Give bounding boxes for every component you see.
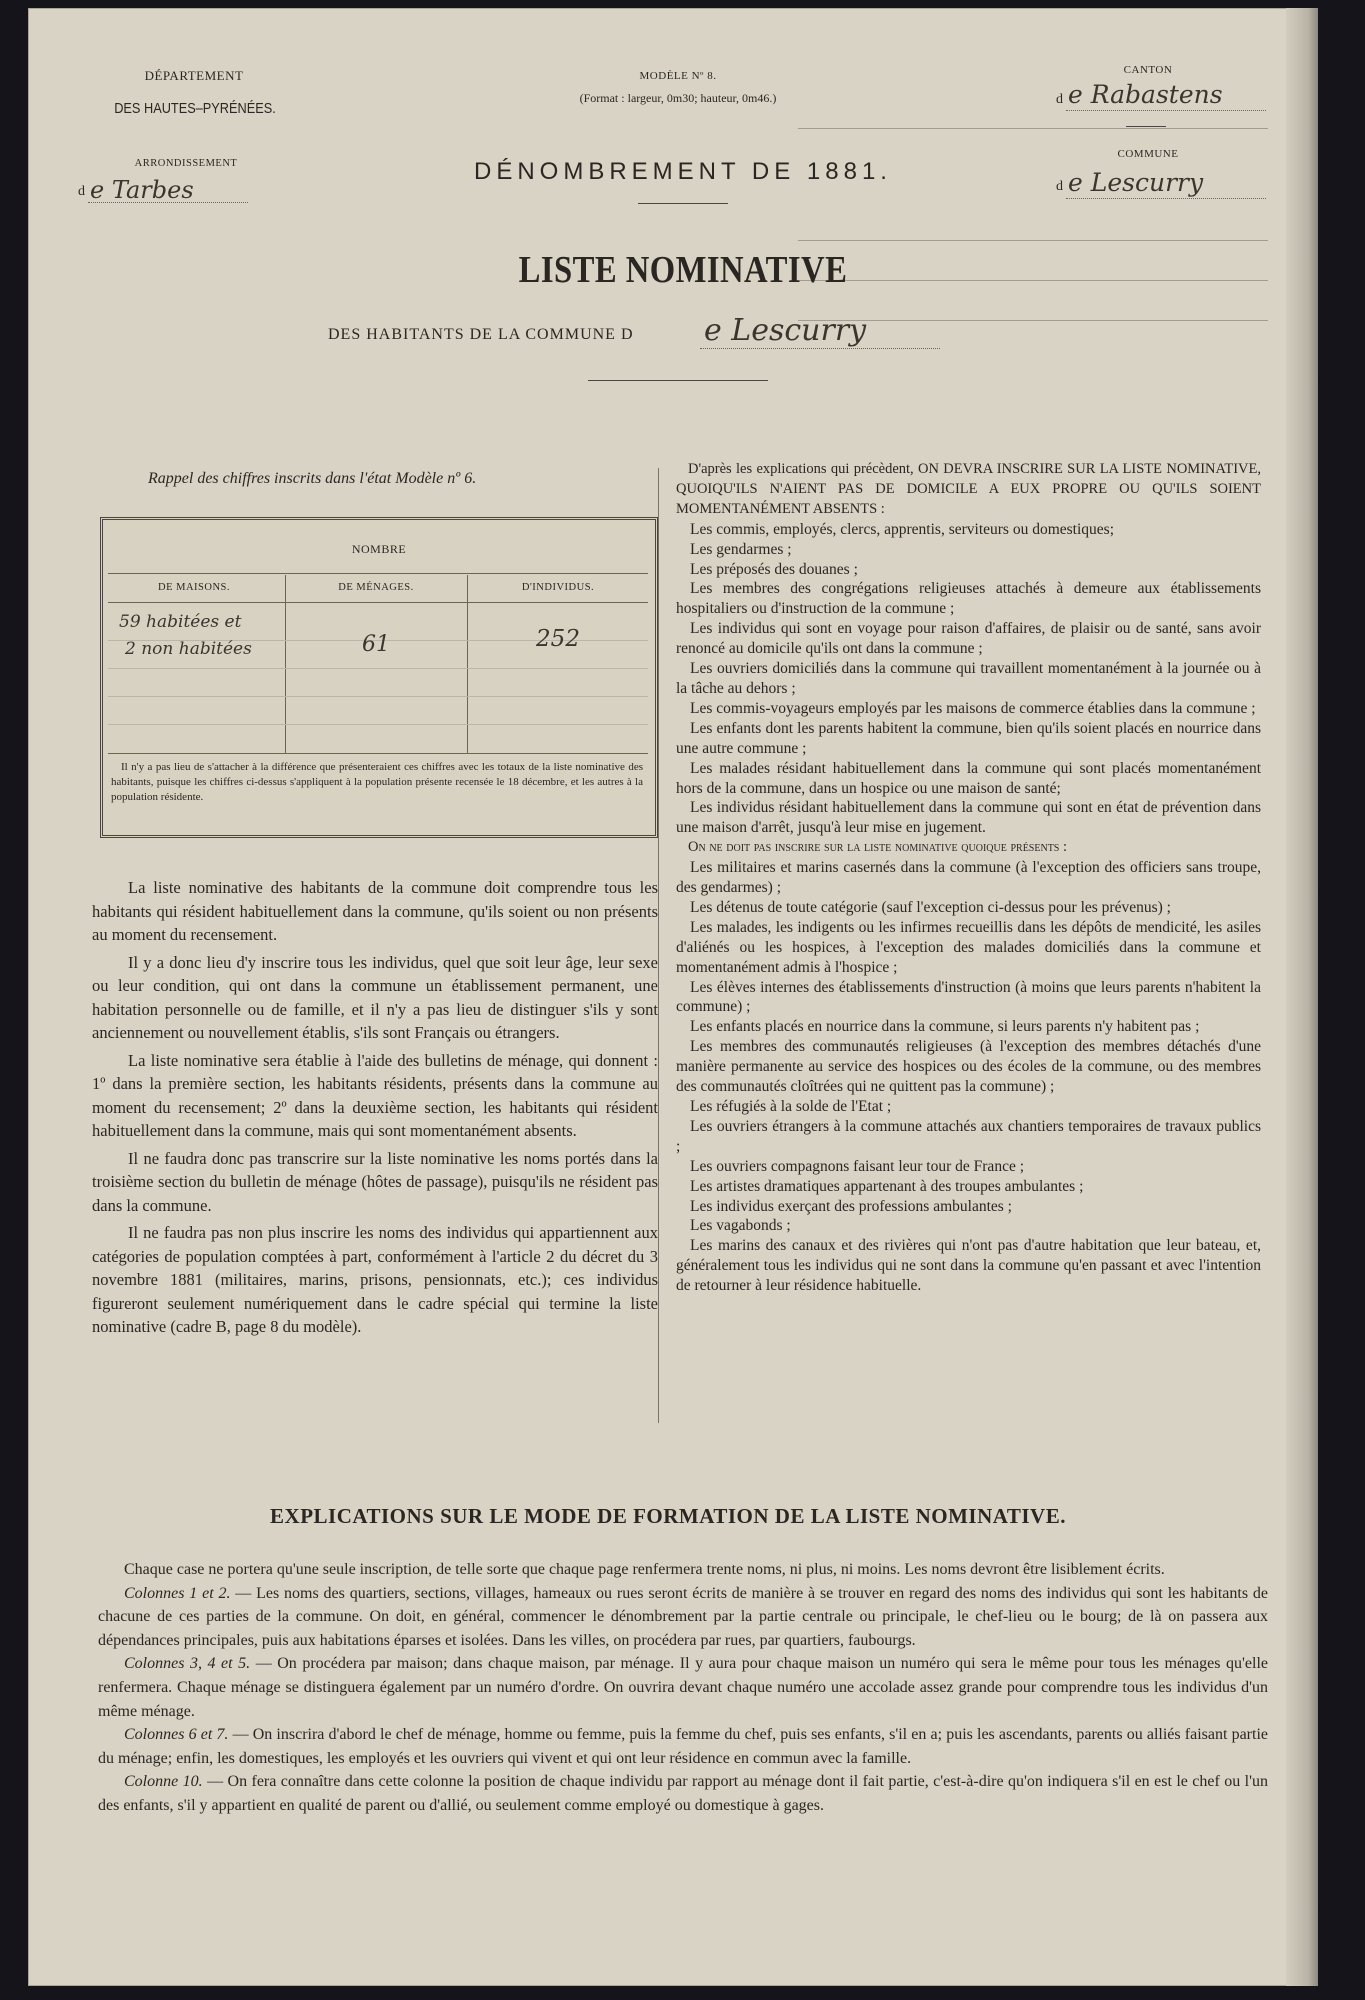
right-list-item: Les élèves internes des établissements d'instruction (à moins que leurs parents n'habitent la commune) ; — [676, 978, 1261, 1016]
document-page — [28, 8, 1318, 1986]
colonne-10-text: — On fera connaître dans cette colonne la position de chaque individu par rapport au ménage dont il fait partie, c'est-à-dire qu'on indiquera s'il en est le chef ou l'un des enfants, s'il y appartient en qualité de parent ou d'allié, ou seulement comme employé ou domestique à gages. — [98, 1773, 1269, 1814]
format-note: (Format : largeur, 0m30; hauteur, 0m46.) — [579, 91, 777, 105]
menages-value: 61 — [362, 632, 390, 657]
document-title: DÉNOMBREMENT DE 1881. — [474, 158, 892, 185]
left-paragraph: Il ne faudra pas non plus inscrire les noms des individus qui appartiennent aux catégories de population comptées à part, conformément à l'article 2 du décret du 3 novembre 1881 (militaires, marins, prisons, pensionnats, etc.); ces individus figureront seulement numériquement dans le cadre spécial qui termine la liste nominative (cadre B, page 8 du modèle). — [92, 1223, 658, 1336]
main-title: LISTE NOMINATIVE — [518, 249, 848, 291]
right-list-item: Les malades, les indigents ou les infirmes recueillis dans les dépôts de mendicité, les asiles d'aliénés ou les hospices, à l'exception des malades domiciliés dans la commune et momentanément admis à l'hospice ; — [676, 918, 1261, 976]
colonnes-6-7-text: — On inscrira d'abord le chef de ménage, homme ou femme, puis la femme du chef, puis ses enfants, s'il en a; puis les ascendants, parents ou alliés faisant partie du ménage; enfin, les domestiques, les employés et les ouvriers qui vivent et qui ont leur résidence en commun avec la famille. — [98, 1726, 1268, 1767]
rappel-note: Il n'y a pas lieu de s'attacher à la différence que présenteraient ces chiffres avec les totaux de la liste nominative des habitants, puisque les chiffres ci-dessus s'appliquent à la population présente recensée le 18 décembre, et les autres à la population résidente. — [111, 761, 643, 803]
colonnes-1-2-text: — Les noms des quartiers, sections, villages, hameaux ou rues seront écrits de manière à se trouver en regard des noms des individus qui sont les habitants de chacune de ces parties de la commune. On doit, en général, commencer le dénombrement par la partie centrale ou principale, le chef-lieu ou le bourg; de là on passera aux dépendances principales, puis aux habitations éparses et isolées. Dans les villes, on procédera par rues, par quartiers, faubourgs. — [98, 1584, 1268, 1649]
explications-paragraph — [98, 1652, 1268, 1723]
right-list-item: Les marins des canaux et des rivières qui n'ont pas d'autre habitation que leur bateau, et, généralement tous les individus qui ne sont dans la commune qu'en passant et avec l'intention de retourner à leur résidence habituelle. — [676, 1237, 1261, 1295]
col-maisons-header: DE MAISONS. — [157, 582, 230, 593]
canton-underline — [1066, 110, 1266, 111]
right-list-item: Les ouvriers domiciliés dans la commune qui travaillent momentanément à la journée ou à la tâche au dehors ; — [676, 660, 1261, 697]
departement-value: DES HAUTES–PYRÉNÉES. — [114, 100, 276, 117]
right-list-item: Les membres des communautés religieuses (à l'exception des membres détachés d'une manière permanente au service des hospices ou des écoles de la commune, ou des membres des communautés cloîtrées qui ne quittent pas la commune) ; — [676, 1038, 1261, 1096]
right-list-item: Les ouvriers compagnons faisant leur tour de France ; — [690, 1157, 1025, 1175]
maisons-line2: 2 non habitées — [125, 639, 252, 659]
arrondissement-underline — [88, 202, 248, 203]
page-edge — [1286, 8, 1318, 1986]
subtitle-prefix: DES HABITANTS DE LA COMMUNE D — [328, 326, 634, 343]
right-list-item: Les commis-voyageurs employés par les maisons de commerce établies dans la commune ; — [690, 699, 1256, 717]
right-list-item: Les enfants placés en nourrice dans la commune, si leurs parents n'y habitent pas ; — [690, 1018, 1200, 1036]
commune-underline — [1066, 198, 1266, 199]
canton-value: e Rabastens — [1068, 80, 1223, 109]
arrondissement-prefix: d — [78, 184, 85, 199]
explications-paragraph: Chaque case ne portera qu'une seule inscription, de telle sorte que chaque page renfermera trente noms, ni plus, ni moins. Les noms devront être lisiblement écrits. — [124, 1561, 1165, 1578]
left-instructions — [92, 876, 658, 1339]
left-paragraph: La liste nominative sera établie à l'aide des bulletins de ménage, qui donnent : 1º dans la première section, les habitants résidents, présents dans la commune au moment du recensement; 2º dans la deuxième section, les habitants qui résident habituellement dans la commune, mais qui sont momentanément absents. — [92, 1050, 658, 1140]
col-individus-header: D'INDIVIDUS. — [521, 582, 595, 593]
title-ornament — [638, 203, 728, 204]
right-list-item: Les réfugiés à la solde de l'Etat ; — [690, 1098, 892, 1115]
right-list-item: Les commis, employés, clercs, apprentis, serviteurs ou domestiques; — [690, 520, 1115, 538]
right-list-item: Les détenus de toute catégorie (sauf l'exception ci-dessus pour les prévenus) ; — [690, 898, 1171, 916]
colonnes-6-7-label: Colonnes 6 et 7. — [124, 1726, 229, 1744]
left-paragraph: Il ne faudra donc pas transcrire sur la liste nominative les noms portés dans la troisième section du bulletin de ménage (hôtes de passage), puisqu'ils ne résident pas dans la commune. — [92, 1148, 658, 1215]
rappel-table — [100, 517, 658, 838]
col-menages-header: DE MÉNAGES. — [338, 582, 414, 593]
explications-title: EXPLICATIONS SUR LE MODE DE FORMATION DE LA LISTE NOMINATIVE. — [270, 1504, 1066, 1528]
explications-body — [98, 1558, 1268, 1818]
right-list-item: Les vagabonds ; — [690, 1217, 791, 1235]
explications-paragraph — [98, 1582, 1268, 1653]
right-list-item: Les militaires et marins casernés dans la commune (à l'exception des officiers sans troupe, des gendarmes) ; — [676, 859, 1261, 897]
canton-prefix: d — [1056, 92, 1063, 107]
colonne-10-label: Colonne 10. — [124, 1773, 203, 1791]
left-paragraph: Il y a donc lieu d'y inscrire tous les individus, quel que soit leur âge, leur sexe ou leur condition, qui ont dans la commune un établissement permanent, une habitation personnelle ou de famille, et il n'y a pas lieu de distinguer s'ils y sont anciennement ou nouvellement établis, s'ils sont Français ou étrangers. — [92, 952, 658, 1042]
maisons-line1: 59 habitées et — [119, 612, 242, 632]
arrondissement-value: e Tarbes — [90, 176, 194, 204]
title-rule — [588, 380, 768, 381]
colonnes-3-4-5-label: Colonnes 3, 4 et 5. — [124, 1655, 251, 1673]
commune-value: e Lescurry — [1068, 168, 1204, 197]
right-list-item: Les malades résidant habituellement dans la commune qui sont placés momentanément hors de la commune, dans un hospice ou une maison de santé; — [676, 759, 1261, 797]
commune-label: COMMUNE — [1117, 148, 1179, 160]
right-list-item: Les préposés des douanes ; — [690, 560, 858, 578]
subtitle-commune-value: e Lescurry — [704, 313, 867, 348]
right-list-item: Les artistes dramatiques appartenant à des troupes ambulantes ; — [690, 1177, 1084, 1195]
individus-value: 252 — [536, 626, 580, 652]
commune-prefix: d — [1056, 179, 1063, 194]
right-instructions — [676, 460, 1261, 1296]
right-intro: D'après les explications qui précèdent, ON DEVRA INSCRIRE SUR LA LISTE NOMINATIVE, QUOIQU'ILS N'AIENT PAS DE DOMICILE A EUX PROPRE OU QU'ILS SOIENT MOMENTANÉMENT ABSENTS : — [676, 461, 1261, 517]
colonnes-3-4-5-text: — On procédera par maison; dans chaque maison, par ménage. Il y aura pour chaque maison un numéro qui sera le même pour tous les ménages qu'elle renfermera. Chaque ménage se distinguera également par un numéro d'ordre. On ouvrira devant chaque numéro une accolade assez grande pour comprendre tous les individus d'un même ménage. — [98, 1655, 1269, 1720]
right-intro-2: On ne doit pas inscrire sur la liste nominative quoique présents : — [688, 839, 1068, 856]
rappel-caption: Rappel des chiffres inscrits dans l'état Modèle nº 6. — [148, 470, 477, 487]
right-list-item: Les individus résidant habituellement dans la commune qui sont en état de prévention dans une maison d'arrêt, jusqu'à leur mise en jugement. — [676, 799, 1261, 837]
right-list-item: Les gendarmes ; — [690, 540, 792, 558]
column-divider — [658, 468, 659, 1423]
explications-paragraph — [98, 1723, 1268, 1770]
right-list-item: Les individus qui sont en voyage pour raison d'affaires, de plaisir ou de santé, sans avoir renoncé au domicile qu'ils ont dans la commune ; — [676, 620, 1261, 658]
left-paragraph: La liste nominative des habitants de la commune doit comprendre tous les habitants qui résident habituellement dans la commune, qu'ils soient ou non présents au moment du recensement. — [92, 878, 658, 944]
modele-label: MODÈLE Nº 8. — [639, 70, 717, 82]
subtitle-underline — [700, 348, 940, 349]
canton-rule — [1126, 126, 1166, 127]
explications-paragraph — [98, 1770, 1268, 1817]
right-list-item: Les individus exerçant des professions ambulantes ; — [690, 1197, 1012, 1215]
colonnes-1-2-label: Colonnes 1 et 2. — [124, 1584, 231, 1602]
right-list-item: Les enfants dont les parents habitent la commune, bien qu'ils soient placés en nourrice dans une autre commune ; — [676, 719, 1261, 757]
right-list-item: Les membres des congrégations religieuses attachés à demeure aux établissements hospitaliers ou d'instruction de la commune ; — [676, 580, 1261, 618]
arrondissement-label: ARRONDISSEMENT — [134, 158, 238, 169]
canton-label: CANTON — [1123, 64, 1173, 76]
departement-label: DÉPARTEMENT — [144, 68, 244, 83]
right-list-item: Les ouvriers étrangers à la commune attachés aux chantiers temporaires de travaux publics ; — [676, 1117, 1261, 1155]
nombre-header: NOMBRE — [351, 542, 407, 556]
